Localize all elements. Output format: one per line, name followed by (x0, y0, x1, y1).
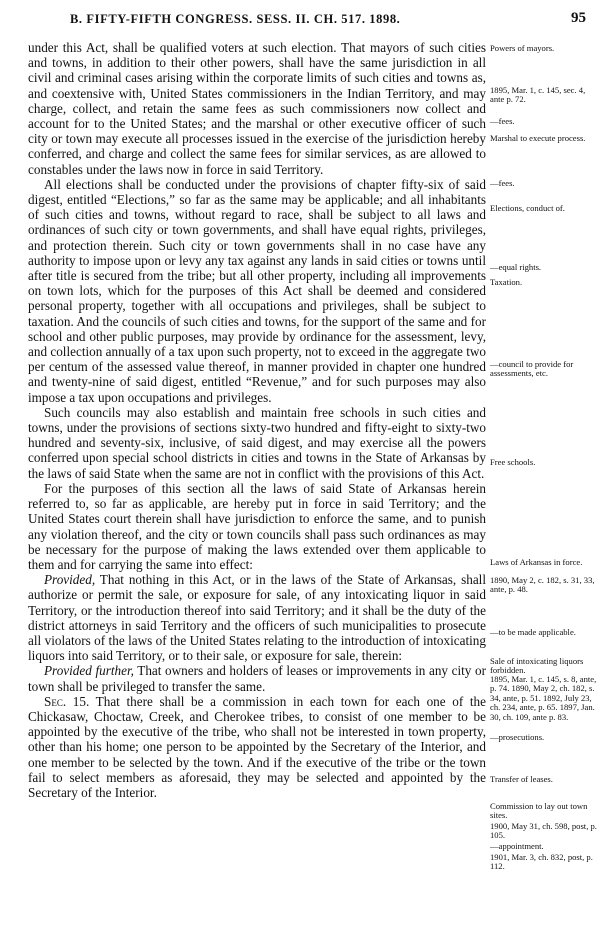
margin-citation: 1895, Mar. 1, c. 145, sec. 4, ante p. 72. (490, 85, 586, 105)
section-number: Sec. 15. (44, 693, 90, 709)
margin-note: Free schools. (490, 457, 536, 467)
margin-note: Commission to lay out town sites. (490, 801, 588, 821)
margin-note: Marshal to execute process. (490, 133, 586, 143)
margin-citation: 1890, May 2, c. 182, s. 31, 33, ante, p. 48. (490, 575, 595, 595)
margin-citation: 1901, Mar. 3, ch. 832, post, p. 112. (490, 852, 593, 872)
margin-note: —fees. (490, 178, 515, 188)
running-head: B. FIFTY-FIFTH CONGRESS. SESS. II. CH. 517. 1898. (70, 12, 401, 26)
paragraph: For the purposes of this section all the laws of said State of Arkansas herein referred to, so far as applicable, are hereby put in force in said Territory; and the United States court therein shall have jurisdiction to enforce the same, and to punish any violation thereof, and the city or town councils shall pass such ordinances as may be necessary for the purpose of making the laws extended over them applicable to them and for carrying the same into effect: (28, 480, 486, 572)
main-text (28, 40, 486, 800)
paragraph: Such councils may also establish and maintain free schools in such cities and towns, under the provisions of sections sixty-two hundred and fifty-eight to sixty-two hundred and seventy-six, inclusive, of said digest, and may exercise all the powers conferred upon special school districts in cities and towns in the State of Arkansas by the laws of said State when the same are not in conflict with the provisions of this Act. (28, 404, 486, 481)
paragraph: under this Act, shall be qualified voters at such election. That mayors of such cities and towns, in addition to their other powers, shall have the same jurisdiction in all civil and criminal cases arising within the corporate limits of such cities and towns as, and coextensive with, United States commissioners in the Indian Territory, and may charge, collect, and retain the same fees as such commissioners now collect and account for to the United States; and the marshal or other executive officer of such city or town may execute all processes issued in the exercise of the jurisdiction hereby conferred, and charge and collect the same fees for similar services, as are allowed to constables under the laws now in force in said Territory. (28, 40, 486, 177)
margin-note: Sale of intoxicating liquors forbidden. (490, 656, 584, 676)
paragraph (28, 694, 486, 800)
paragraph-text: That there shall be a commission in each town for each one of the Chickasaw, Choctaw, Creek, and Cherokee tribes, to consist of one member to be appointed by the executive of the tribe, who shall not be interested in town property, other than his home; one person to be appointed by the Secretary of the Interior, and one member to be selected by the town. And if the executive of the tribe or the town fail to select members as aforesaid, they may be selected and appointed by the Secretary of the Interior. (28, 693, 486, 800)
paragraph (28, 572, 486, 663)
margin-citation: 1900, May 31, ch. 598, post, p. 105. (490, 821, 597, 841)
margin-note: —to be made applicable. (490, 627, 576, 637)
margin-note: —council to provide for assessments, etc. (490, 359, 574, 379)
margin-note: —equal rights. (490, 262, 542, 272)
margin-note: —prosecutions. (490, 732, 545, 742)
margin-note: —appointment. (490, 841, 544, 851)
margin-note: Laws of Arkansas in force. (490, 557, 583, 567)
page-number: 95 (571, 10, 586, 26)
running-header (70, 12, 590, 27)
paragraph (28, 663, 486, 693)
paragraph: All elections shall be conducted under the provisions of chapter fifty-six of said digest, entitled “Elections,” so far as the same may be applicable; and all inhabitants of such cities and towns, without regard to race, shall be subject to all laws and ordinances of such city or town governments, and shall have equal rights, privileges, and protection therein. Such city or town governments shall in no case have any authority to impose upon or levy any tax against any lands in said cities or towns until after title is secured from the tribe; but all other property, including all improvements on town lots, which for the purposes of this Act shall be deemed and considered personal property, together with all occupations and privileges, shall be subject to taxation. And the councils of such cities and towns, for the support of the same and for school and other public purposes, may provide by ordinance for the assessment, levy, and collection annually of a tax upon such property, not to exceed in the aggregate two per centum of the assessed value thereof, in manner provided in chapter one hundred and twenty-nine of said digest, entitled “Revenue,” and for such purposes may also impose a tax upon occupations and privileges. (28, 176, 486, 405)
margin-note: —fees. (490, 116, 515, 126)
margin-note: Elections, conduct of. (490, 203, 565, 213)
paragraph-text: That owners and holders of leases or improvements in any city or town shall be privileged to transfer the same. (28, 663, 486, 694)
proviso-lead: Provided, (44, 572, 96, 588)
paragraph-text: That nothing in this Act, or in the laws of the State of Arkansas, shall authorize or permit the sale, or exposure for sale, of any intoxicating liquor in said Territory, or the introduction thereof into said Territory; and it shall be the duty of the district attorneys in said Territory and the officers of such municipalities to prosecute all violators of the laws of the United States relating to the introduction of intoxicating liquors into said Territory, or to their sale, or exposure for sale, therein: (28, 572, 486, 664)
margin-note: Transfer of leases. (490, 774, 553, 784)
margin-note: Powers of mayors. (490, 43, 555, 53)
margin-citation: 1895, Mar. 1, c. 145, s. 8, ante, p. 74. 1890, May 2, ch. 182, s. 34, ante, p. 51. 1892, July 23, ch. 234, ante, p. 65. 1897, Jan. 30, ch. 109, ante p. 83. (490, 674, 597, 722)
proviso-lead: Provided further, (44, 663, 134, 679)
margin-note: Taxation. (490, 277, 523, 287)
